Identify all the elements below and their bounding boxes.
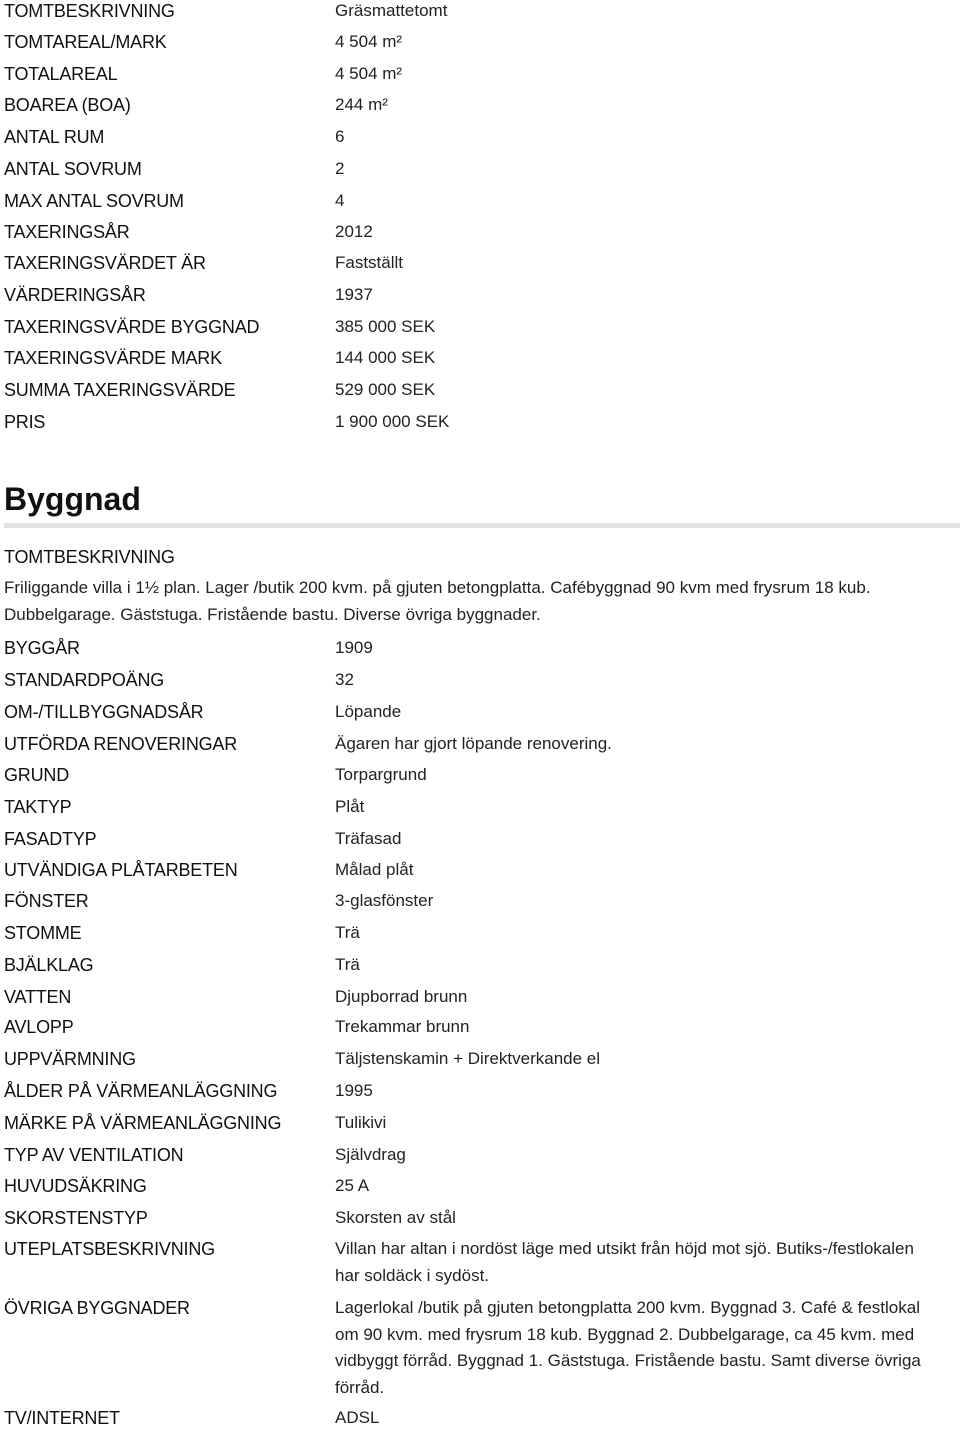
property-value: 1 900 000 SEK bbox=[335, 412, 450, 431]
property-label: TAXERINGSVÄRDE MARK bbox=[4, 348, 222, 368]
property-label: TAXERINGSVÄRDE BYGGNAD bbox=[4, 317, 260, 337]
property-label: SUMMA TAXERINGSVÄRDE bbox=[4, 380, 236, 400]
property-value: 244 m² bbox=[335, 95, 388, 114]
building-value: 25 A bbox=[335, 1176, 370, 1195]
building-value: Trä bbox=[335, 955, 360, 974]
property-value: 385 000 SEK bbox=[335, 317, 436, 336]
building-label: TYP AV VENTILATION bbox=[4, 1145, 184, 1165]
building-value: Självdrag bbox=[335, 1145, 406, 1164]
property-value: 2012 bbox=[335, 222, 373, 241]
property-value: 144 000 SEK bbox=[335, 348, 436, 367]
property-label: TAXERINGSVÄRDET ÄR bbox=[4, 253, 206, 273]
property-label: TOMTBESKRIVNING bbox=[4, 1, 175, 21]
building-label: STOMME bbox=[4, 923, 82, 943]
building-value: Lagerlokal /butik på gjuten betongplatta 200 kvm. Byggnad 3. Café & festlokal om 90 kvm. med frysrum 18 kub. Byggnad 2. Dubbelgarage, ca 45 kvm. med vidbyggt förråd. Byggnad 1. Gäststuga. Fristående bastu. Samt diverse övriga förråd. bbox=[335, 1298, 921, 1397]
building-label: UPPVÄRMNING bbox=[4, 1049, 136, 1069]
property-value: 4 bbox=[335, 191, 345, 210]
building-value: Villan har altan i nordöst läge med utsikt från höjd mot sjö. Butiks-/festlokalen har soldäck i sydöst. bbox=[335, 1239, 914, 1285]
building-value: 1995 bbox=[335, 1081, 373, 1100]
building-label: GRUND bbox=[4, 765, 69, 785]
building-value: Täljstenskamin + Direktverkande el bbox=[335, 1049, 601, 1068]
building-value: 3-glasfönster bbox=[335, 891, 434, 910]
building-description: Friliggande villa i 1½ plan. Lager /butik 200 kvm. på gjuten betongplatta. Cafébyggnad 90 kvm med frysrum 18 kub. Dubbelgarage. Gäststuga. Fristående bastu. Diverse övriga byggnader. bbox=[4, 578, 871, 624]
building-value: 32 bbox=[335, 670, 354, 689]
property-label: VÄRDERINGSÅR bbox=[4, 285, 146, 305]
building-label: TAKTYP bbox=[4, 797, 72, 817]
building-label: MÄRKE PÅ VÄRMEANLÄGGNING bbox=[4, 1113, 282, 1133]
property-label: TOTALAREAL bbox=[4, 64, 118, 84]
property-label: ANTAL SOVRUM bbox=[4, 159, 142, 179]
building-value: 1909 bbox=[335, 638, 373, 657]
building-value: Torpargrund bbox=[335, 765, 427, 784]
property-value: 1937 bbox=[335, 285, 373, 304]
building-label: FÖNSTER bbox=[4, 891, 89, 911]
property-label: MAX ANTAL SOVRUM bbox=[4, 191, 184, 211]
property-label: BOAREA (BOA) bbox=[4, 95, 131, 115]
section-divider bbox=[4, 523, 960, 528]
building-label: STANDARDPOÄNG bbox=[4, 670, 165, 690]
building-value: Träfasad bbox=[335, 829, 402, 848]
building-value: ADSL bbox=[335, 1408, 380, 1427]
building-label: AVLOPP bbox=[4, 1017, 74, 1037]
building-value: Trä bbox=[335, 923, 360, 942]
property-value: 2 bbox=[335, 159, 345, 178]
building-label: OM-/TILLBYGGNADSÅR bbox=[4, 702, 204, 722]
building-label: ÖVRIGA BYGGNADER bbox=[4, 1298, 190, 1318]
property-value: 4 504 m² bbox=[335, 64, 403, 83]
building-value: Tulikivi bbox=[335, 1113, 387, 1132]
building-value: Plåt bbox=[335, 797, 365, 816]
building-value: Djupborrad brunn bbox=[335, 987, 468, 1006]
building-label: VATTEN bbox=[4, 987, 72, 1007]
property-value: 4 504 m² bbox=[335, 32, 403, 51]
description-label: TOMTBESKRIVNING bbox=[4, 547, 175, 567]
property-label: TOMTAREAL/MARK bbox=[4, 32, 167, 52]
building-value: Skorsten av stål bbox=[335, 1208, 456, 1227]
section-heading: Byggnad bbox=[4, 481, 141, 517]
building-label: BYGGÅR bbox=[4, 638, 80, 658]
property-value: 6 bbox=[335, 127, 345, 146]
building-value: Målad plåt bbox=[335, 860, 414, 879]
property-value: 529 000 SEK bbox=[335, 380, 436, 399]
property-label: ANTAL RUM bbox=[4, 127, 105, 147]
building-label: HUVUDSÄKRING bbox=[4, 1176, 147, 1196]
building-value: Ägaren har gjort löpande renovering. bbox=[335, 734, 612, 753]
property-value: Gräsmattetomt bbox=[335, 1, 448, 20]
building-label: UTVÄNDIGA PLÅTARBETEN bbox=[4, 860, 238, 880]
building-value: Trekammar brunn bbox=[335, 1017, 470, 1036]
building-value: Löpande bbox=[335, 702, 402, 721]
building-label: SKORSTENSTYP bbox=[4, 1208, 148, 1228]
building-label: UTFÖRDA RENOVERINGAR bbox=[4, 734, 238, 754]
property-value: Fastställt bbox=[335, 253, 404, 272]
building-label: FASADTYP bbox=[4, 829, 97, 849]
building-label: TV/INTERNET bbox=[4, 1408, 120, 1428]
building-label: UTEPLATSBESKRIVNING bbox=[4, 1239, 215, 1259]
property-label: PRIS bbox=[4, 412, 46, 432]
building-label: ÅLDER PÅ VÄRMEANLÄGGNING bbox=[4, 1081, 278, 1101]
property-label: TAXERINGSÅR bbox=[4, 222, 130, 242]
building-label: BJÄLKLAG bbox=[4, 955, 94, 975]
